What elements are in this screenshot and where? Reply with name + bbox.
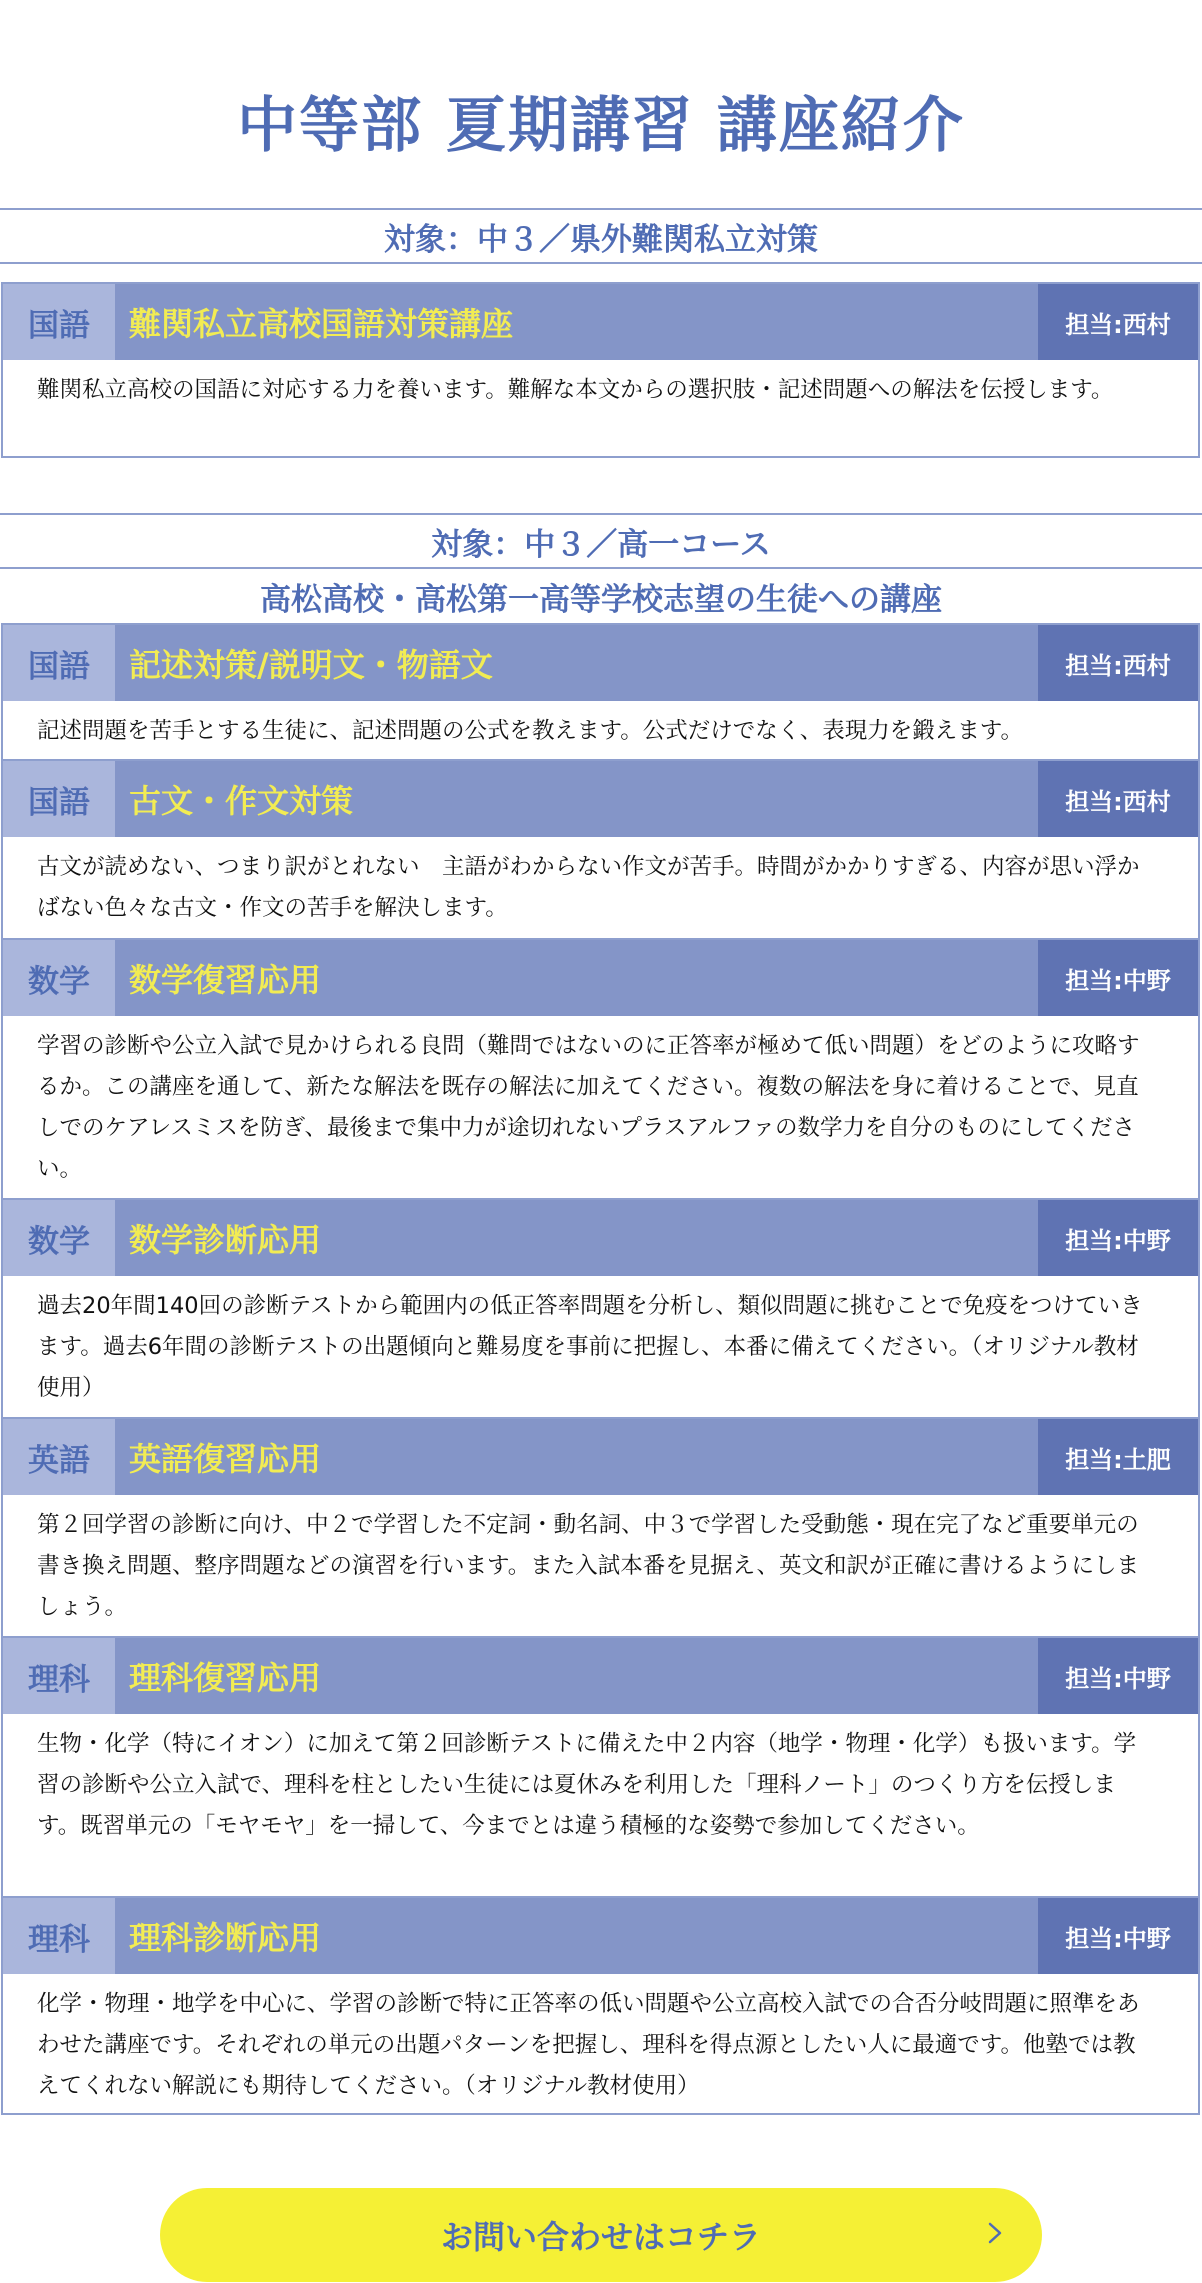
- course-description: 第２回学習の診断に向け、中２で学習した不定詞・動名詞、中３で学習した受動態・現在完了など重要単元の書き換え問題、整序問題などの演習を行います。また入試本番を見据え、英文和訳が正確に書けるようにしましょう。: [37, 1512, 1140, 1620]
- section-target-heading: 対象：中３／県外難関私立対策: [0, 208, 1202, 264]
- course-card: [1, 1896, 1200, 2115]
- course-name: 英語復習応用: [129, 1440, 322, 1478]
- section-subtitle: 高松高校・高松第一高等学校志望の生徒への講座: [260, 581, 942, 618]
- course-card: [1, 1417, 1200, 1638]
- contact-button[interactable]: [160, 2188, 1042, 2282]
- subject-label: 国語: [3, 761, 115, 837]
- course-header: [3, 1200, 1198, 1276]
- course-card: [1, 1198, 1200, 1419]
- course-header: [3, 284, 1198, 360]
- course-description: 記述問題を苦手とする生徒に、記述問題の公式を教えます。公式だけでなく、表現力を鍛えます。: [37, 718, 1023, 744]
- teacher-label: 担当:中野: [1038, 1898, 1198, 1974]
- subject-label: 国語: [3, 625, 115, 701]
- course-description: 生物・化学（特にイオン）に加えて第２回診断テストに備えた中２内容（地学・物理・化学）も扱います。学習の診断や公立入試で、理科を柱としたい生徒には夏休みを利用した「理科ノート」のつくり方を伝授します。既習単元の「モヤモヤ」を一掃して、今までとは違う積極的な姿勢で参加してください。: [37, 1731, 1137, 1839]
- teacher-label: 担当:中野: [1038, 1200, 1198, 1276]
- course-header: [3, 940, 1198, 1016]
- contact-button-label: お問い合わせはコチラ: [440, 2218, 761, 2256]
- page-title: 中等部 夏期講習 講座紹介: [237, 91, 965, 161]
- teacher-label: 担当:西村: [1038, 284, 1198, 360]
- subject-label: 数学: [3, 1200, 115, 1276]
- course-header: [3, 1638, 1198, 1714]
- subject-label: 理科: [3, 1638, 115, 1714]
- course-description: 過去20年間140回の診断テストから範囲内の低正答率問題を分析し、類似問題に挑むことで免疫をつけていきます。過去6年間の診断テストの出題傾向と難易度を事前に把握し、本番に備えてください。（オリジナル教材使用）: [37, 1293, 1143, 1401]
- course-name: 理科復習応用: [129, 1659, 322, 1697]
- course-card: [1, 759, 1200, 940]
- course-name: 記述対策/説明文・物語文: [129, 646, 493, 684]
- course-description: 化学・物理・地学を中心に、学習の診断で特に正答率の低い問題や公立高校入試での合否分岐問題に照準をあわせた講座です。それぞれの単元の出題パターンを把握し、理科を得点源としたい人に最適です。他塾では教えてくれない解説にも期待してください。（オリジナル教材使用）: [37, 1991, 1140, 2099]
- section-target-heading: 対象：中３／高一コース: [0, 513, 1202, 569]
- course-name: 難関私立高校国語対策講座: [129, 305, 514, 343]
- course-card: [1, 282, 1200, 458]
- teacher-label: 担当:中野: [1038, 940, 1198, 1016]
- teacher-label: 担当:中野: [1038, 1638, 1198, 1714]
- teacher-label: 担当:土肥: [1038, 1419, 1198, 1495]
- course-name: 古文・作文対策: [129, 782, 354, 820]
- subject-label: 理科: [3, 1898, 115, 1974]
- course-description: 古文が読めない、つまり訳がとれない 主語がわからない作文が苦手。時間がかかりすぎる、内容が思い浮かばない色々な古文・作文の苦手を解決します。: [37, 854, 1140, 921]
- subject-label: 国語: [3, 284, 115, 360]
- course-header: [3, 761, 1198, 837]
- subject-label: 英語: [3, 1419, 115, 1495]
- chevron-right-icon: [984, 2222, 1006, 2244]
- course-description: 難関私立高校の国語に対応する力を養います。難解な本文からの選択肢・記述問題への解法を伝授します。: [37, 377, 1114, 403]
- course-card: [1, 1636, 1200, 1898]
- course-header: [3, 625, 1198, 701]
- subject-label: 数学: [3, 940, 115, 1016]
- course-header: [3, 1898, 1198, 1974]
- course-card: [1, 623, 1200, 761]
- course-name: 数学復習応用: [129, 961, 322, 999]
- teacher-label: 担当:西村: [1038, 761, 1198, 837]
- course-name: 数学診断応用: [129, 1221, 322, 1259]
- course-description: 学習の診断や公立入試で見かけられる良問（難問ではないのに正答率が極めて低い問題）をどのように攻略するか。この講座を通して、新たな解法を既存の解法に加えてください。複数の解法を身に着けることで、見直しでのケアレスミスを防ぎ、最後まで集中力が途切れないプラスアルファの数学力を自分のものにしてください。: [37, 1033, 1140, 1182]
- course-name: 理科診断応用: [129, 1919, 322, 1957]
- teacher-label: 担当:西村: [1038, 625, 1198, 701]
- course-card: [1, 938, 1200, 1200]
- course-header: [3, 1419, 1198, 1495]
